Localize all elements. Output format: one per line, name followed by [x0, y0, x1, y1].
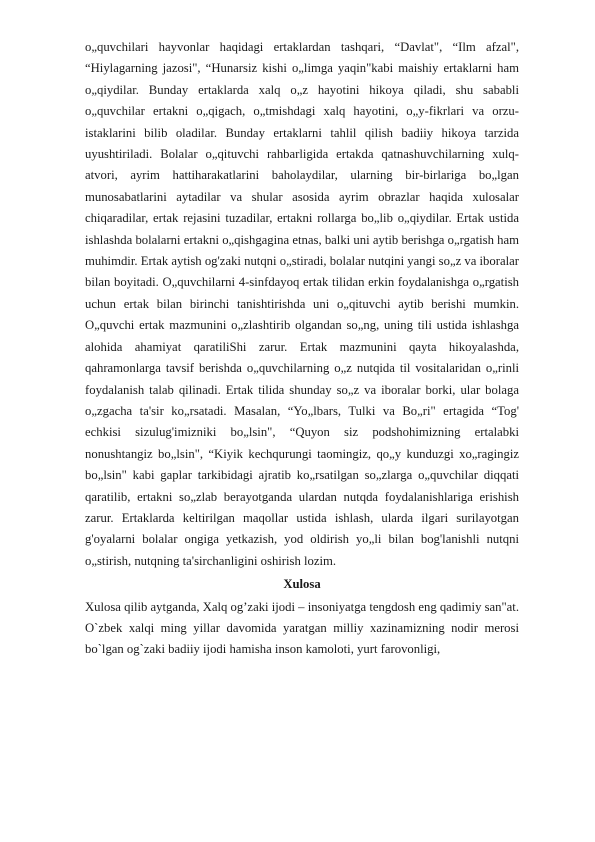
body-paragraph: o„quvchilari hayvonlar haqidagi ertaklardan tashqari, “Davlat", “Ilm afzal", “Hiylagarning jazosi", “Hunarsiz kishi o„limga yaqin"kabi maishiy ertaklarni ham o„qiydilar. Bunday ertaklarda xalq o„z hayotini hikoya qiladi, shu sababli o„quvchilar ertakni o„qigach, o„tmishdagi xalq hayotini, o„y-fikrlari va orzu-istaklarini bilib oladilar. Bunday ertaklarni tahlil qilish badiiy hikoya tarzida uyushtiriladi. Bolalar o„qituvchi rahbarligida ertakda qatnashuvchilarning xulq-atvori, ayrim hattiharakatlarini baholaydilar, ularning bir-birlariga bo„lgan munosabatlarini aytadilar va shular asosida ayrim obrazlar haqida xulosalar chiqaradilar, ertak rejasini tuzadilar, ertakni rollarga bo„lib o„qiydilar. Ertak ustida ishlashda bolalarni ertakni o„qishgagina etnas, balki uni aytib berishga o„rgatish ham muhimdir. Ertak aytish og'zaki nutqni o„stiradi, bolalar nutqini yangi so„z va iboralar bilan boyitadi. O„quvchilarni 4-sinfdayoq ertak tilidan erkin foydalanishga o„rgatish uchun ertak bilan birinchi tanishtirishda uni o„qituvchi aytib berishi mumkin. O„quvchi ertak mazmunini o„zlashtirib olgandan so„ng, uning tili ustida ishlashga alohida ahamiyat qaratiliShi zarur. Ertak mazmunini qayta hikoyalashda, qahramonlarga tavsif berishda o„quvchilarning o„z nutqida til vositalaridan o„rinli foydalanish talab qilinadi. Ertak tilida shunday so„z va iboralar borki, ular bolaga o„zgacha ta'sir ko„rsatadi. Masalan, “Yo„lbars, Tulki va Bo„ri" ertagida “Tog' echkisi sizulug'imizniki bo„lsin", “Quyon siz podshohimizning ertalabki nonushtangiz bo„lsin", “Kiyik kechqurungi taomingiz, qo„y kunduzgi xo„ragingiz bo„lsin" kabi gaplar tarkibidagi ajratib ko„rsatilgan so„zlarga o„quvchilar diqqati qaratilib, ertakni so„zlab berayotganda ulardan nutqda foydalanishlariga erishish zarur. Ertaklarda keltirilgan maqollar ustida ishlash, ularda ilgari surilayotgan g'oyalarni bolalar ongiga yetkazish, yod oldirish yo„li bilan bog'lanishli nutqni o„stirish, nutqning ta'sirchanligini oshirish lozim.	[85, 40, 519, 568]
section-heading: Xulosa	[283, 577, 321, 592]
conclusion-paragraph: Xulosa qilib aytganda, Xalq og’zaki ijodi – insoniyatga tengdosh eng qadimiy san"at. O`zbek xalqi ming yillar davomida yaratgan milliy xazinamizning nodir merosi bo`lgan og`zaki badiiy ijodi hamisha inson kamoloti, yurt farovonligi,	[85, 599, 520, 657]
document-page	[85, 37, 519, 661]
